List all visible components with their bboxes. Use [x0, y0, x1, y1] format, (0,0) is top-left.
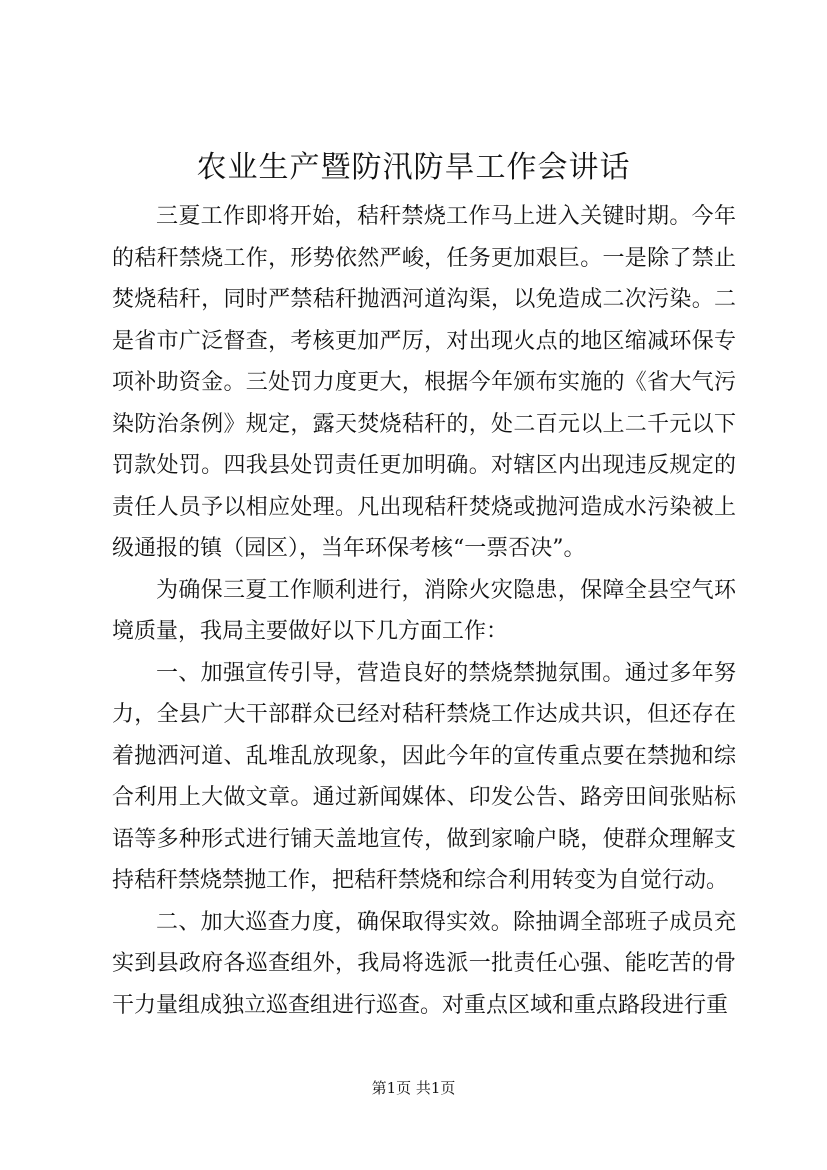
paragraph-4: 二、加大巡查力度，确保取得实效。除抽调全部班子成员充实到县政府各巡查组外，我局将选派一批责任心强、能吃苦的骨干力量组成独立巡查组进行巡查。对重点区域和重点路段进行重 [112, 909, 736, 1018]
page-footer: 第1页 共1页 [371, 1079, 456, 1097]
document-body [112, 196, 736, 1026]
paragraph-3: 一、加强宣传引导，营造良好的禁烧禁抛氛围。通过多年努力，全县广大干部群众已经对秸秆禁烧工作达成共识，但还存在着抛洒河道、乱堆乱放现象，因此今年的宣传重点要在禁抛和综合利用上大做文章。通过新闻媒体、印发公告、路旁田间张贴标语等多种形式进行铺天盖地宣传，做到家喻户晓，使群众理解支持秸秆禁烧禁抛工作，把秸秆禁烧和综合利用转变为自觉行动。 [112, 660, 736, 893]
paragraph-2: 为确保三夏工作顺利进行，消除火灾隐患，保障全县空气环境质量，我局主要做好以下几方面工作： [112, 577, 736, 644]
paragraph-1: 三夏工作即将开始，秸秆禁烧工作马上进入关键时期。今年的秸秆禁烧工作，形势依然严峻，任务更加艰巨。一是除了禁止焚烧秸秆，同时严禁秸秆抛洒河道沟渠，以免造成二次污染。二是省市广泛督查，考核更加严厉，对出现火点的地区缩减环保专项补助资金。三处罚力度更大，根据今年颁布实施的《省大气污染防治条例》规定，露天焚烧秸秆的，处二百元以上二千元以下罚款处罚。四我县处罚责任更加明确。对辖区内出现违反规定的责任人员予以相应处理。凡出现秸秆焚烧或抛河造成水污染被上级通报的镇（园区），当年环保考核“一票否决”。 [112, 204, 736, 561]
document-title: 农业生产暨防汛防旱工作会讲话 [196, 150, 631, 185]
